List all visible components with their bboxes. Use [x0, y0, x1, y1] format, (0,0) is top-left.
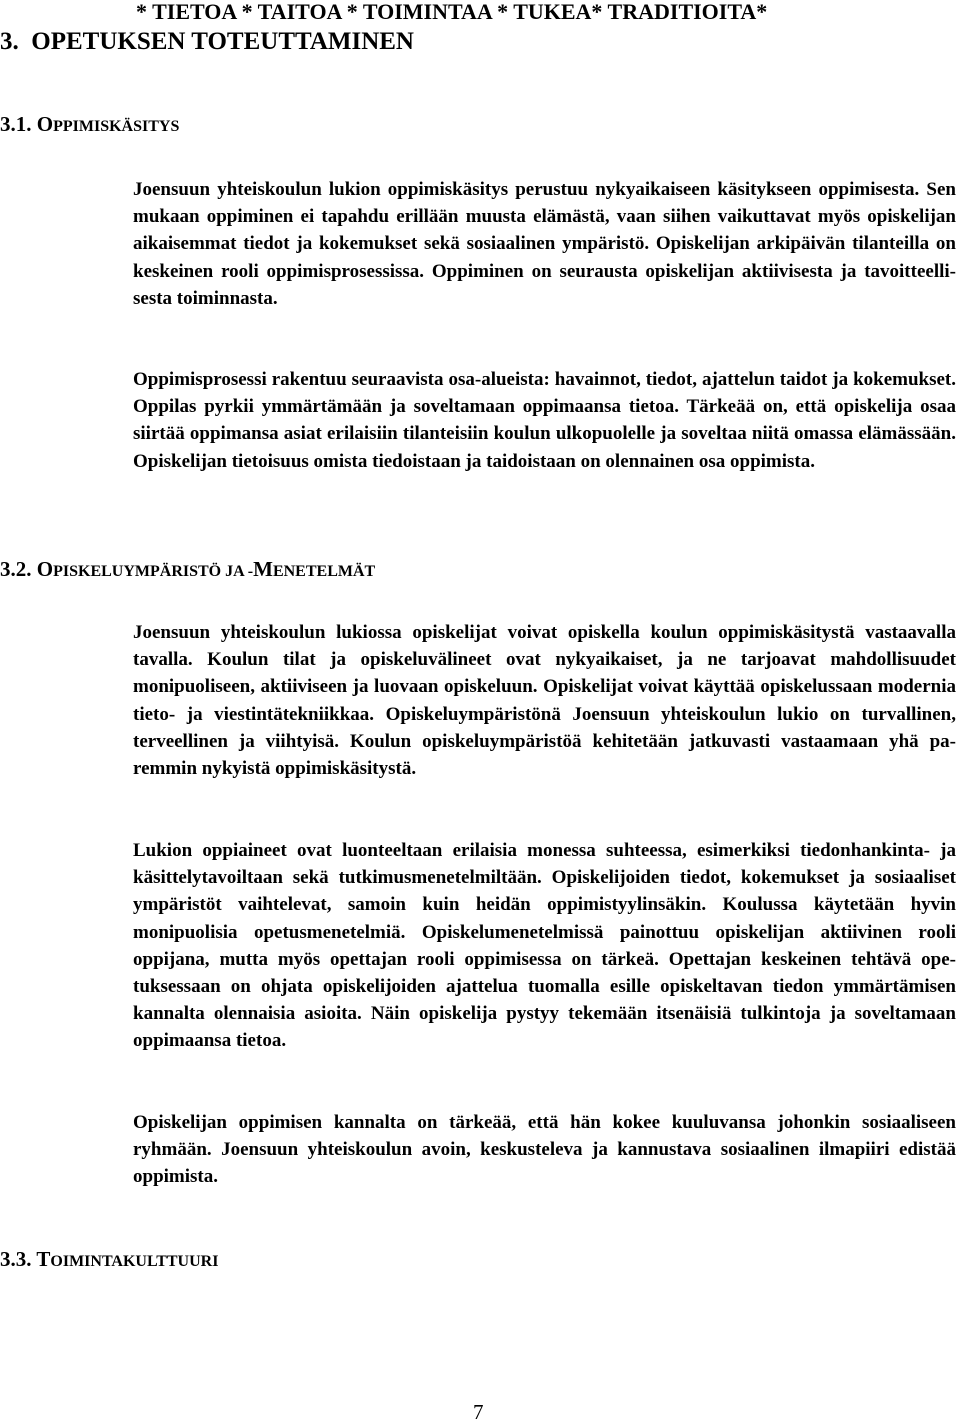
section-number: 3.2.	[0, 557, 32, 581]
section-heading-3-3	[0, 1246, 218, 1275]
section-title-initial: O	[36, 557, 54, 581]
section-title-rest: OIMINTAKULTTUURI	[50, 1253, 219, 1270]
paragraph: Lukion oppiaineet ovat luonteeltaan erilaisia monessa suhteessa, esimerkiksi tiedonhankinta- ja käsittelytavoiltaan sekä tutkimusmenetelmiltään. Opiskelijoiden tiedot, kokemukset ja sosiaaliset ympäristöt vaihtelevat, samoin kuin heidän oppimistyylinsäkin. Koulussa käytetään hyvin monipuolisia opetusmenetelmiä. Opiskelumenetelmissä painottuu opiskelijan aktiivinen rooli oppijana, mutta myös opettajan rooli oppimisessa on tärkeä. Opettajan keskeinen tehtävä opetuksessaan on ohjata opiskelijoiden ajattelua tuomalla esille opiskeltavan tiedon ymmärtämisen kannalta olennaisia asioita. Näin opiskelija pystyy tekemään itsenäisiä tulkintoja ja soveltamaan oppimaansa tietoa.	[133, 840, 956, 1052]
section-title-initial: M	[253, 557, 273, 581]
page-number: 7	[473, 1400, 484, 1424]
header-motto: * TIETOA * TAITOA * TOIMINTAA * TUKEA* TRADITIOITA*	[136, 0, 768, 24]
section-heading-3-2	[0, 556, 375, 585]
chapter-title: 3. OPETUKSEN TOTEUTTAMINEN	[0, 28, 414, 55]
paragraph: Joensuun yhteiskoulun lukiossa opiskelijat voivat opiskella koulun oppimiskäsitystä vastaavalla tavalla. Koulun tilat ja opiskeluvälineet ovat nykyaikaiset, ja ne tarjoavat mahdollisuudet monipuoliseen, aktiiviseen ja luovaan opiskeluun. Opiskelijat voivat käyttää opiskelussaan modernia tieto- ja viestintätekniikkaa. Opiskeluympäristönä Joensuun yhteiskoulun lukio on turvallinen, terveellinen ja viihtyisä. Koulun opiskeluympäristöä kehitetään jatkuvasti vastaamaan yhä paremmin nykyistä oppimiskäsitystä.	[133, 622, 956, 780]
section-title-tail: ENETELMÄT	[272, 563, 376, 580]
section-heading-3-1	[0, 111, 179, 140]
paragraph: Joensuun yhteiskoulun lukion oppimiskäsitys perustuu nykyaikaiseen käsitykseen oppimisesta. Sen mukaan oppiminen ei tapahdu erillään muusta elämästä, vaan siihen vaikuttavat myös opiskelijan aikaisemmat tiedot ja kokemukset sekä sosiaalinen ympäristö. Opiskelijan arkipäivän tilanteilla on keskeinen rooli oppimisprosessissa. Oppiminen on seurausta opiskelijan aktiivisesta ja tavoitteellisesta toiminnasta.	[133, 179, 956, 309]
section-title-initial: T	[36, 1247, 51, 1271]
section-title-initial: O	[36, 112, 54, 136]
section-number: 3.1.	[0, 112, 32, 136]
paragraph: Opiskelijan oppimisen kannalta on tärkeää, että hän kokee kuuluvansa johonkin sosiaaliseen ryhmään. Joensuun yhteiskoulun avoin, keskusteleva ja kannustava sosiaalinen ilmapiiri edistää oppimista.	[133, 1112, 956, 1188]
section-number: 3.3.	[0, 1247, 32, 1271]
paragraph: Oppimisprosessi rakentuu seuraavista osa-alueista: havainnot, tiedot, ajattelun taidot ja kokemukset. Oppilas pyrkii ymmärtämään ja soveltamaan oppimaansa tietoa. Tärkeää on, että opiskelija osaa siirtää oppimansa asiat erilaisiin tilanteisiin koulun ulkopuolelle ja soveltaa niitä omassa elämässään. Opiskelijan tietoisuus omista tiedoistaan ja taidoistaan on olennainen osa oppimista.	[133, 369, 956, 472]
section-title-rest: PISKELUYMPÄRISTÖ JA -	[53, 563, 254, 580]
section-title-rest: PPIMISKÄSITYS	[53, 118, 180, 135]
